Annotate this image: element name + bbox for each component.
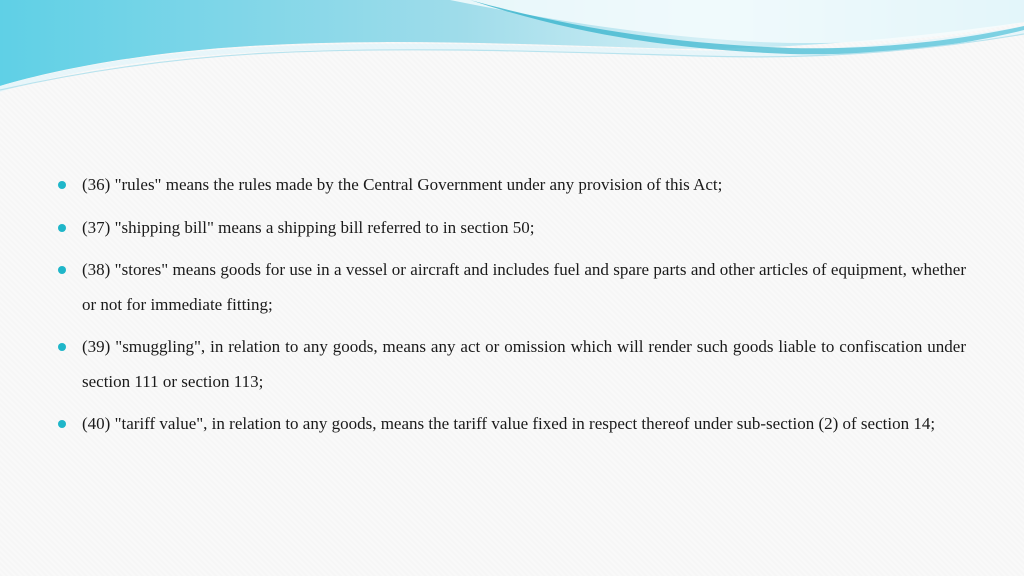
definitions-list: [58, 168, 966, 442]
list-item-text: (40) "tariff value", in relation to any goods, means the tariff value fixed in respect thereof under sub-section (2) of section 14;: [82, 414, 936, 433]
bullet-dot-icon: [58, 224, 66, 232]
list-item: [58, 211, 966, 246]
list-item: [58, 168, 966, 203]
list-item: [58, 330, 966, 399]
list-item: [58, 253, 966, 322]
list-item-text: (39) "smuggling", in relation to any goods, means any act or omission which will render such goods liable to confiscation under section 111 or section 113;: [82, 337, 966, 391]
list-item-text: (38) "stores" means goods for use in a vessel or aircraft and includes fuel and spare parts and other articles of equipment, whether or not for immediate fitting;: [82, 260, 966, 314]
content-area: [58, 168, 966, 450]
bullet-dot-icon: [58, 420, 66, 428]
list-item-text: (37) "shipping bill" means a shipping bill referred to in section 50;: [82, 217, 535, 237]
list-item: [58, 407, 966, 442]
bullet-dot-icon: [58, 343, 66, 351]
header-wave-decoration: [0, 0, 1024, 100]
bullet-dot-icon: [58, 266, 66, 274]
bullet-dot-icon: [58, 181, 66, 189]
list-item-text: (36) "rules" means the rules made by the Central Government under any provision of this Act;: [82, 175, 723, 194]
